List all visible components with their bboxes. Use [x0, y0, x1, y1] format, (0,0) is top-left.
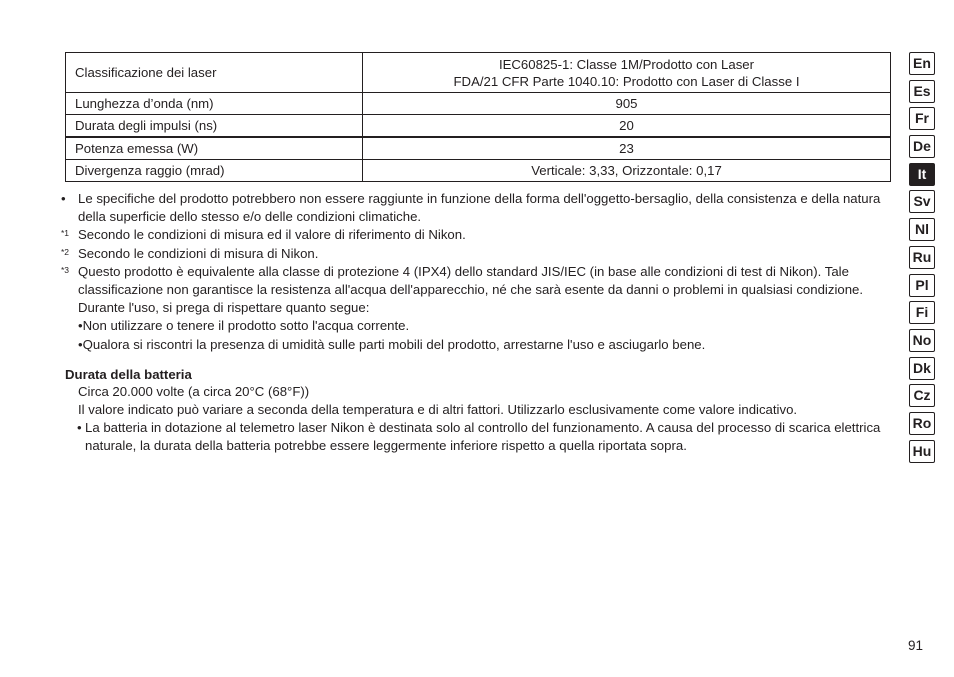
sub-item-text: Non utilizzare o tenere il prodotto sotto l'acqua corrente.	[82, 318, 410, 334]
notes-section	[61, 190, 891, 354]
spec-label: Potenza emessa (W)	[66, 137, 363, 160]
battery-section	[65, 366, 891, 455]
spec-label: Classificazione dei laser	[66, 53, 363, 93]
battery-note: Il valore indicato può variare a seconda della temperatura e di altri fattori. Utilizzarlo esclusivamente come valore indicativo.	[78, 402, 798, 417]
spec-value: 23	[363, 137, 891, 160]
page-number: 91	[908, 638, 924, 653]
language-tab-sv[interactable]: Sv	[909, 190, 935, 213]
language-tab-it[interactable]: It	[909, 163, 935, 186]
battery-bullet	[65, 419, 891, 455]
table-row	[66, 93, 891, 115]
sub-item-text: Qualora si riscontri la presenza di umidità sulle parti mobili del prodotto, arrestarne l'uso e asciugarlo bene.	[82, 336, 706, 352]
footnote-text: Secondo le condizioni di misura ed il valore di riferimento di Nikon.	[78, 227, 466, 243]
footnote-marker: *3	[61, 264, 70, 275]
note-text: Le specifiche del prodotto potrebbero non essere raggiunte in funzione della forma dell'oggetto-bersaglio, della consistenza e della natura della superficie dello stesso e/o delle condizioni climatiche.	[78, 191, 881, 225]
footnote-text: Questo prodotto è equivalente alla classe di protezione 4 (IPX4) dello standard JIS/IEC (in base alle condizioni di test di Nikon). Tale classificazione non garantisce la resistenza all'acqua dell'apparecchio, né che sarà esente da danni o problemi in qualsiasi condizione. Durante l'uso, si prega di rispettare quanto segue:	[78, 263, 864, 316]
language-tab-ru[interactable]: Ru	[909, 246, 935, 269]
language-tab-es[interactable]: Es	[909, 80, 935, 103]
language-tab-no[interactable]: No	[909, 329, 935, 352]
footnote-sub-item	[78, 336, 891, 354]
table-row	[66, 160, 891, 182]
spec-label: Divergenza raggio (mrad)	[66, 160, 363, 182]
language-tab-dk[interactable]: Dk	[909, 357, 935, 380]
battery-life: Circa 20.000 volte (a circa 20°C (68°F))	[78, 384, 310, 399]
footnote-1	[61, 226, 891, 244]
spec-value: Verticale: 3,33, Orizzontale: 0,17	[363, 160, 891, 182]
footnote-text: Secondo le condizioni di misura di Nikon.	[78, 245, 319, 261]
spec-value	[363, 53, 891, 93]
language-tab-fi[interactable]: Fi	[909, 301, 935, 324]
language-tab-en[interactable]: En	[909, 52, 935, 75]
language-tab-pl[interactable]: Pl	[909, 274, 935, 297]
spec-label: Durata degli impulsi (ns)	[66, 115, 363, 138]
spec-value-line: IEC60825-1: Classe 1M/Prodotto con Laser	[498, 56, 755, 72]
battery-heading: Durata della batteria	[65, 367, 192, 382]
bullet-marker: •	[78, 318, 83, 334]
language-tab-de[interactable]: De	[909, 135, 935, 158]
specifications-table	[65, 52, 891, 182]
spec-value: 905	[363, 93, 891, 115]
spec-note	[61, 190, 891, 226]
bullet-marker: •	[61, 191, 66, 206]
table-row	[66, 53, 891, 93]
language-tab-fr[interactable]: Fr	[909, 107, 935, 130]
footnote-2	[61, 245, 891, 263]
spec-value-line: FDA/21 CFR Parte 1040.10: Prodotto con Laser di Classe I	[453, 73, 800, 89]
bullet-marker: •	[78, 336, 83, 352]
bullet-marker: •	[77, 420, 82, 435]
language-tabs	[909, 52, 935, 467]
footnote-3	[61, 263, 891, 354]
language-tab-nl[interactable]: Nl	[909, 218, 935, 241]
table-row	[66, 137, 891, 160]
footnote-sub-item	[78, 317, 891, 335]
spec-value: 20	[363, 115, 891, 138]
footnote-marker: *1	[61, 228, 70, 239]
language-tab-hu[interactable]: Hu	[909, 440, 935, 463]
language-tab-cz[interactable]: Cz	[909, 384, 935, 407]
table-row	[66, 115, 891, 138]
spec-label: Lunghezza d’onda (nm)	[66, 93, 363, 115]
battery-bullet-text: La batteria in dotazione al telemetro laser Nikon è destinata solo al controllo del funzionamento. A causa del processo di scarica elettrica naturale, la durata della batteria potrebbe essere leggermente inferiore rispetto a quella riportata sopra.	[85, 420, 881, 453]
language-tab-ro[interactable]: Ro	[909, 412, 935, 435]
footnote-marker: *2	[61, 246, 70, 257]
